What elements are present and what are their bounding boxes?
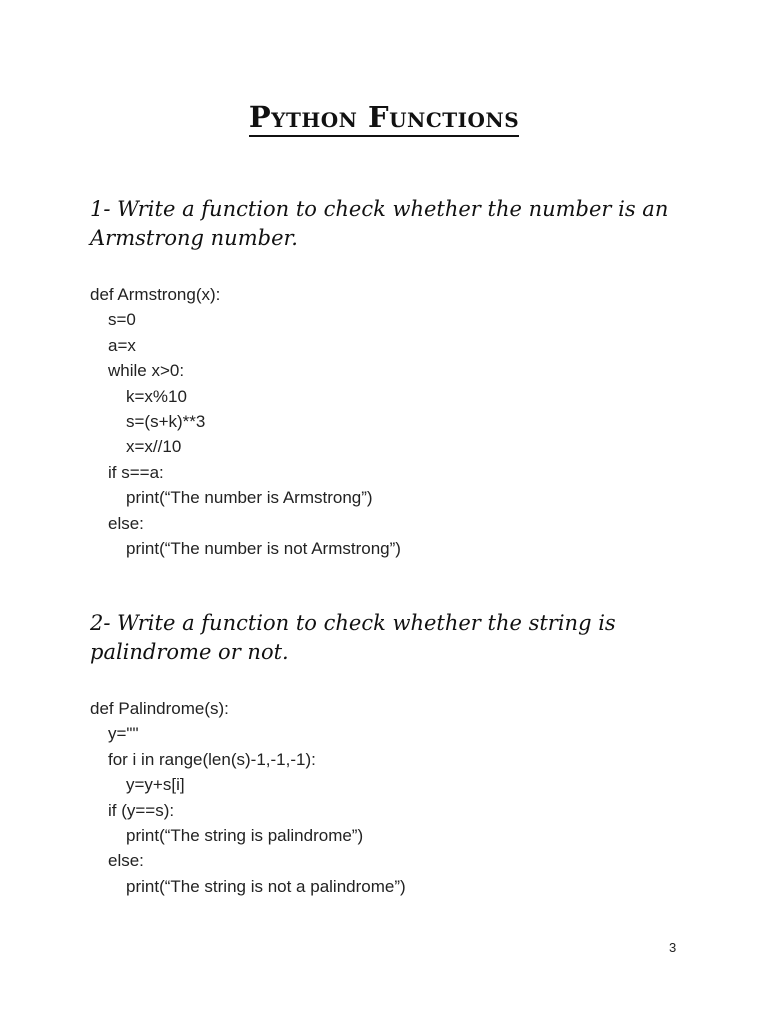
code-line: print(“The string is palindrome”) <box>126 825 364 845</box>
page-title <box>0 100 768 134</box>
code-line: def Armstrong(x): <box>90 285 221 304</box>
code-line: else: <box>108 851 144 871</box>
code-line: if s==a: <box>108 462 164 482</box>
code-line: def Palindrome(s): <box>90 699 229 718</box>
question-2: 2- Write a function to check whether the string is palindrome or not. <box>90 611 616 664</box>
code-line: print(“The number is not Armstrong”) <box>126 538 401 558</box>
code-line: else: <box>108 513 144 533</box>
page-number: 3 <box>669 940 677 955</box>
code-line: s=0 <box>108 310 136 330</box>
code-line: a=x <box>108 335 136 355</box>
page-title-text: Python Functions <box>249 100 519 137</box>
code-line: s=(s+k)**3 <box>126 411 206 431</box>
code-block-armstrong <box>90 282 650 561</box>
code-line: if (y==s): <box>108 800 175 820</box>
code-line: x=x//10 <box>126 437 182 457</box>
code-line: y=y+s[i] <box>126 775 185 795</box>
code-line: print(“The number is Armstrong”) <box>126 488 373 508</box>
code-line: print(“The string is not a palindrome”) <box>126 876 406 896</box>
question-1: 1- Write a function to check whether the number is an Armstrong number. <box>90 197 669 250</box>
code-line: for i in range(len(s)-1,-1,-1): <box>108 749 316 769</box>
code-line: y="" <box>108 724 139 744</box>
code-line: while x>0: <box>108 361 185 381</box>
code-block-palindrome <box>90 696 650 899</box>
code-line: k=x%10 <box>126 386 187 406</box>
